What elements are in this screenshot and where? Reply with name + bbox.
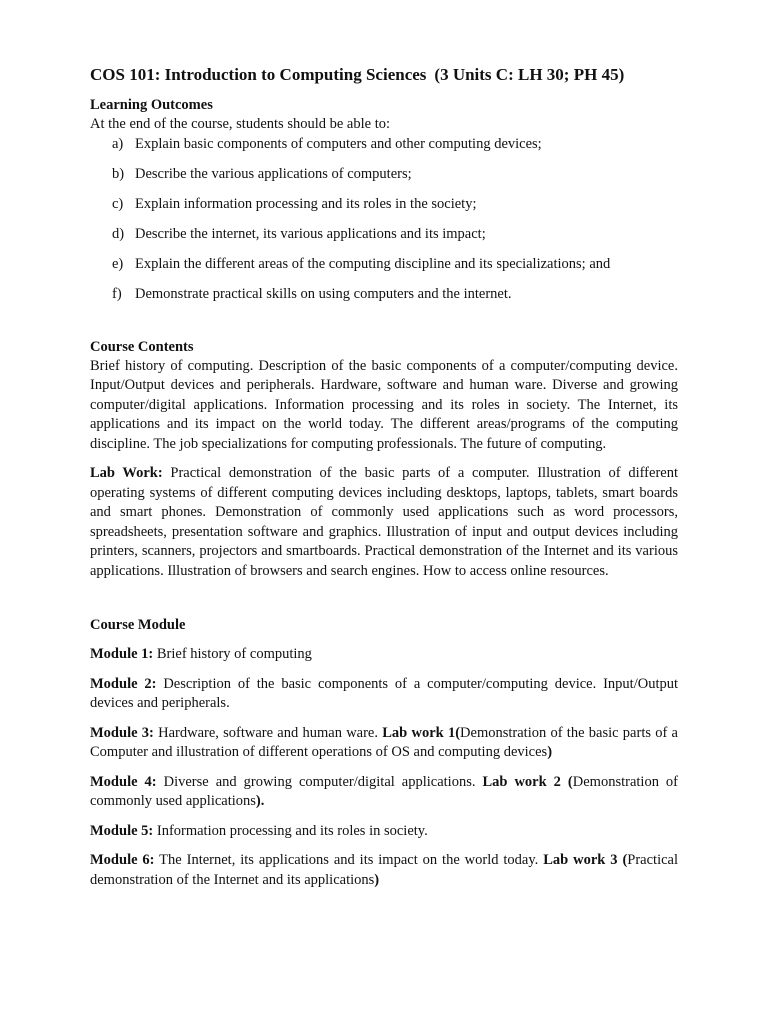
lab-work-label: Lab Work: xyxy=(90,465,163,481)
module-text: Description of the basic components of a computer/computing device. Input/Output devices and peripherals. xyxy=(90,675,679,711)
module-item xyxy=(90,645,678,665)
outcome-item xyxy=(90,165,678,184)
module-lab-open: ( xyxy=(622,852,628,868)
module-lab-text: Demonstration of commonly used applications xyxy=(90,773,679,809)
module-item xyxy=(90,675,678,714)
module-label: Module 6: xyxy=(90,852,155,868)
module-lab-label: Lab work 3 xyxy=(543,852,618,868)
outcome-item xyxy=(90,135,678,154)
learning-outcomes-intro: At the end of the course, students should be able to: xyxy=(90,116,391,132)
module-text: Hardware, software and human ware. xyxy=(158,724,378,741)
module-text: The Internet, its applications and its impact on the world today. xyxy=(159,852,539,868)
lab-work-body: Practical demonstration of the basic parts of a computer. Illustration of different operating systems of different computing devices including desktops, laptops, tablets, smart boards and smart phones. Demonstration of commonly used applications such as word processors, spreadsheets, presentation software and graphics. Illustration of input and output devices including printers, scanners, projectors and smartboards. Practical demonstration of the Internet and its various applications. Illustration of browsers and search engines. How to access online resources. xyxy=(90,465,678,579)
module-lab-open: ( xyxy=(455,724,461,741)
outcome-text: Describe the internet, its various applications and its impact; xyxy=(135,225,486,242)
module-item xyxy=(90,773,678,812)
learning-outcomes-list xyxy=(90,135,678,304)
module-lab-label: Lab work 1 xyxy=(382,724,456,741)
module-item xyxy=(90,724,678,763)
module-text: Brief history of computing xyxy=(156,646,312,662)
outcome-item xyxy=(90,195,678,214)
module-label: Module 2: xyxy=(90,675,157,692)
outcome-text: Demonstrate practical skills on using computers and the internet. xyxy=(135,285,512,302)
module-label: Module 5: xyxy=(90,822,154,839)
module-lab-close: ). xyxy=(255,793,265,809)
module-lab-label: Lab work 2 xyxy=(482,773,561,790)
outcome-marker: e) xyxy=(112,255,124,272)
outcome-marker: a) xyxy=(112,135,124,152)
document-page xyxy=(90,64,678,900)
module-label: Module 4: xyxy=(90,773,157,790)
module-lab-text: Practical demonstration of the Internet and its applications xyxy=(90,852,679,888)
course-module-heading: Course Module xyxy=(90,617,186,633)
module-lab-close: ) xyxy=(374,871,380,888)
module-text: Information processing and its roles in society. xyxy=(156,822,428,839)
course-title xyxy=(90,64,678,86)
outcome-marker: c) xyxy=(112,195,124,212)
outcome-text: Explain basic components of computers and other computing devices; xyxy=(135,135,542,152)
course-units: (3 Units C: LH 30; PH 45) xyxy=(434,65,625,84)
learning-outcomes-heading: Learning Outcomes xyxy=(90,97,213,113)
module-lab-close: ) xyxy=(547,744,553,760)
module-item xyxy=(90,851,678,890)
lab-work-paragraph xyxy=(90,464,678,581)
module-label: Module 3: xyxy=(90,724,154,741)
outcome-text: Describe the various applications of computers; xyxy=(135,165,412,182)
module-lab-open: ( xyxy=(567,773,573,790)
module-item xyxy=(90,822,678,842)
module-label: Module 1: xyxy=(90,646,154,662)
outcome-marker: f) xyxy=(112,285,122,302)
course-contents-heading: Course Contents xyxy=(90,338,194,355)
course-code-title: COS 101: Introduction to Computing Sciences xyxy=(90,65,427,84)
outcome-item xyxy=(90,285,678,304)
outcome-marker: d) xyxy=(112,225,125,242)
outcome-text: Explain the different areas of the computing discipline and its specializations; and xyxy=(135,255,611,272)
module-text: Diverse and growing computer/digital applications. xyxy=(163,773,476,790)
outcome-item xyxy=(90,225,678,244)
outcome-item xyxy=(90,255,678,274)
module-lab-text: Demonstration of the basic parts of a Computer and illustration of different operations of OS and computing devices xyxy=(90,724,678,760)
outcome-marker: b) xyxy=(112,165,125,182)
course-contents-body: Brief history of computing. Description of the basic components of a computer/computing device. Input/Output devices and peripherals. Hardware, software and human ware. Diverse and growing computer/digital applications. Information processing and its roles in society. The Internet, its applications and its impact on the world today. The different areas/programs of the computing discipline. The job specializations for computing professionals. The future of computing. xyxy=(90,357,678,452)
outcome-text: Explain information processing and its roles in the society; xyxy=(135,195,477,212)
